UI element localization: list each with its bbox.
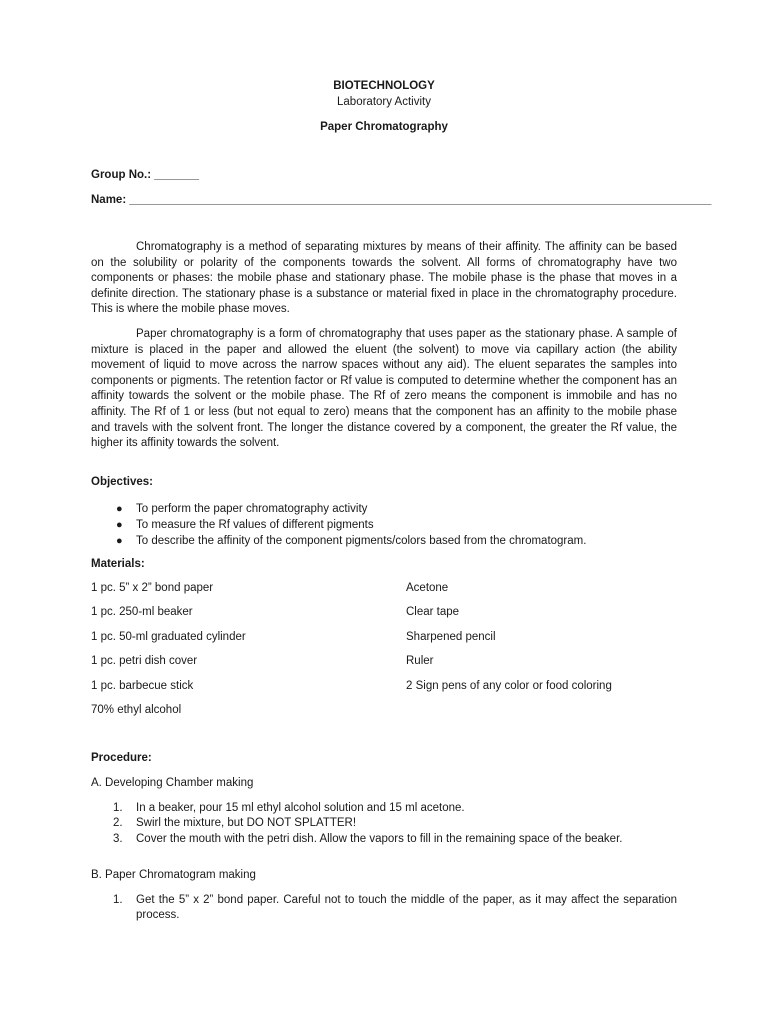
- procedure-heading: Procedure:: [91, 752, 152, 764]
- material-item: 1 pc. 50-ml graduated cylinder: [91, 631, 246, 643]
- material-item: 1 pc. petri dish cover: [91, 655, 198, 667]
- activity-subtitle: Laboratory Activity: [337, 96, 431, 108]
- list-item: 3. Cover the mouth with the petri dish. Allow the vapors to fill in the remaining space of the beaker.: [113, 832, 623, 845]
- material-item: 1 pc. 250-ml beaker: [91, 606, 193, 618]
- name-field: Name: ___________________________________________________________________________________________: [91, 194, 712, 206]
- material-item: Acetone: [406, 582, 449, 594]
- intro-paragraph-2: Paper chromatography is a form of chromatography that uses paper as the stationary phase. A sample of mixture is placed in the paper and allowed the eluent (the solvent) to move via capillary action (the ability movement of liquid to move across the narrow spaces without any aid). The eluent separates the samples into components or pigments. The retention factor or Rf value is computed to determine whether the component has an affinity towards the solvent or the mobile phase. The Rf of zero means the component is immobile and has no affinity. The Rf of 1 or less (but not equal to zero) means that the component has an affinity to the mobile phase and travels with the solvent front. The longer the distance covered by a component, the greater the Rf value, the higher its affinity towards the solvent.: [91, 328, 677, 450]
- list-item: 2. Swirl the mixture, but DO NOT SPLATTER!: [113, 817, 357, 830]
- section-a-title: A. Developing Chamber making: [91, 777, 254, 789]
- bullet-icon: ●: [116, 535, 123, 547]
- materials-heading: Materials:: [91, 558, 145, 570]
- material-item: Ruler: [406, 655, 434, 667]
- objectives-heading: Objectives:: [91, 476, 153, 488]
- material-item: 1 pc. barbecue stick: [91, 680, 194, 692]
- intro-paragraph-1: Chromatography is a method of separating mixtures by means of their affinity. The affinity can be based on the solubility or polarity of the components towards the solvent. All forms of chromatography have two components or phases: the mobile phase and stationary phase. The mobile phase is the phase that moves in a definite direction. The stationary phase is a substance or material fixed in place in the chromatography procedure. This is where the mobile phase moves.: [91, 241, 677, 316]
- bullet-icon: ●: [116, 519, 123, 531]
- section-b-title: B. Paper Chromatogram making: [91, 869, 256, 881]
- material-item: Clear tape: [406, 606, 460, 618]
- list-item: ● To describe the affinity of the component pigments/colors based from the chromatogram.: [116, 535, 587, 547]
- material-item: Sharpened pencil: [406, 631, 496, 643]
- list-item: 1. In a beaker, pour 15 ml ethyl alcohol solution and 15 ml acetone.: [113, 802, 465, 814]
- bullet-icon: ●: [116, 503, 123, 515]
- objectives-list: [91, 501, 681, 549]
- list-item: ● To perform the paper chromatography activity: [116, 503, 368, 515]
- list-item: ● To measure the Rf values of different pigments: [116, 519, 374, 531]
- subject-heading: BIOTECHNOLOGY: [333, 80, 435, 92]
- material-item: 1 pc. 5” x 2” bond paper: [91, 582, 214, 594]
- material-item: 70% ethyl alcohol: [91, 704, 182, 716]
- section-a-steps: [91, 801, 677, 847]
- document-title: Paper Chromatography: [320, 121, 448, 133]
- section-b-steps: [91, 893, 677, 924]
- group-number-field: Group No.: _______: [91, 169, 200, 181]
- list-item: 1. Get the 5” x 2” bond paper. Careful not to touch the middle of the paper, as it may affect the separation process.: [113, 894, 677, 922]
- material-item: 2 Sign pens of any color or food coloring: [406, 680, 612, 692]
